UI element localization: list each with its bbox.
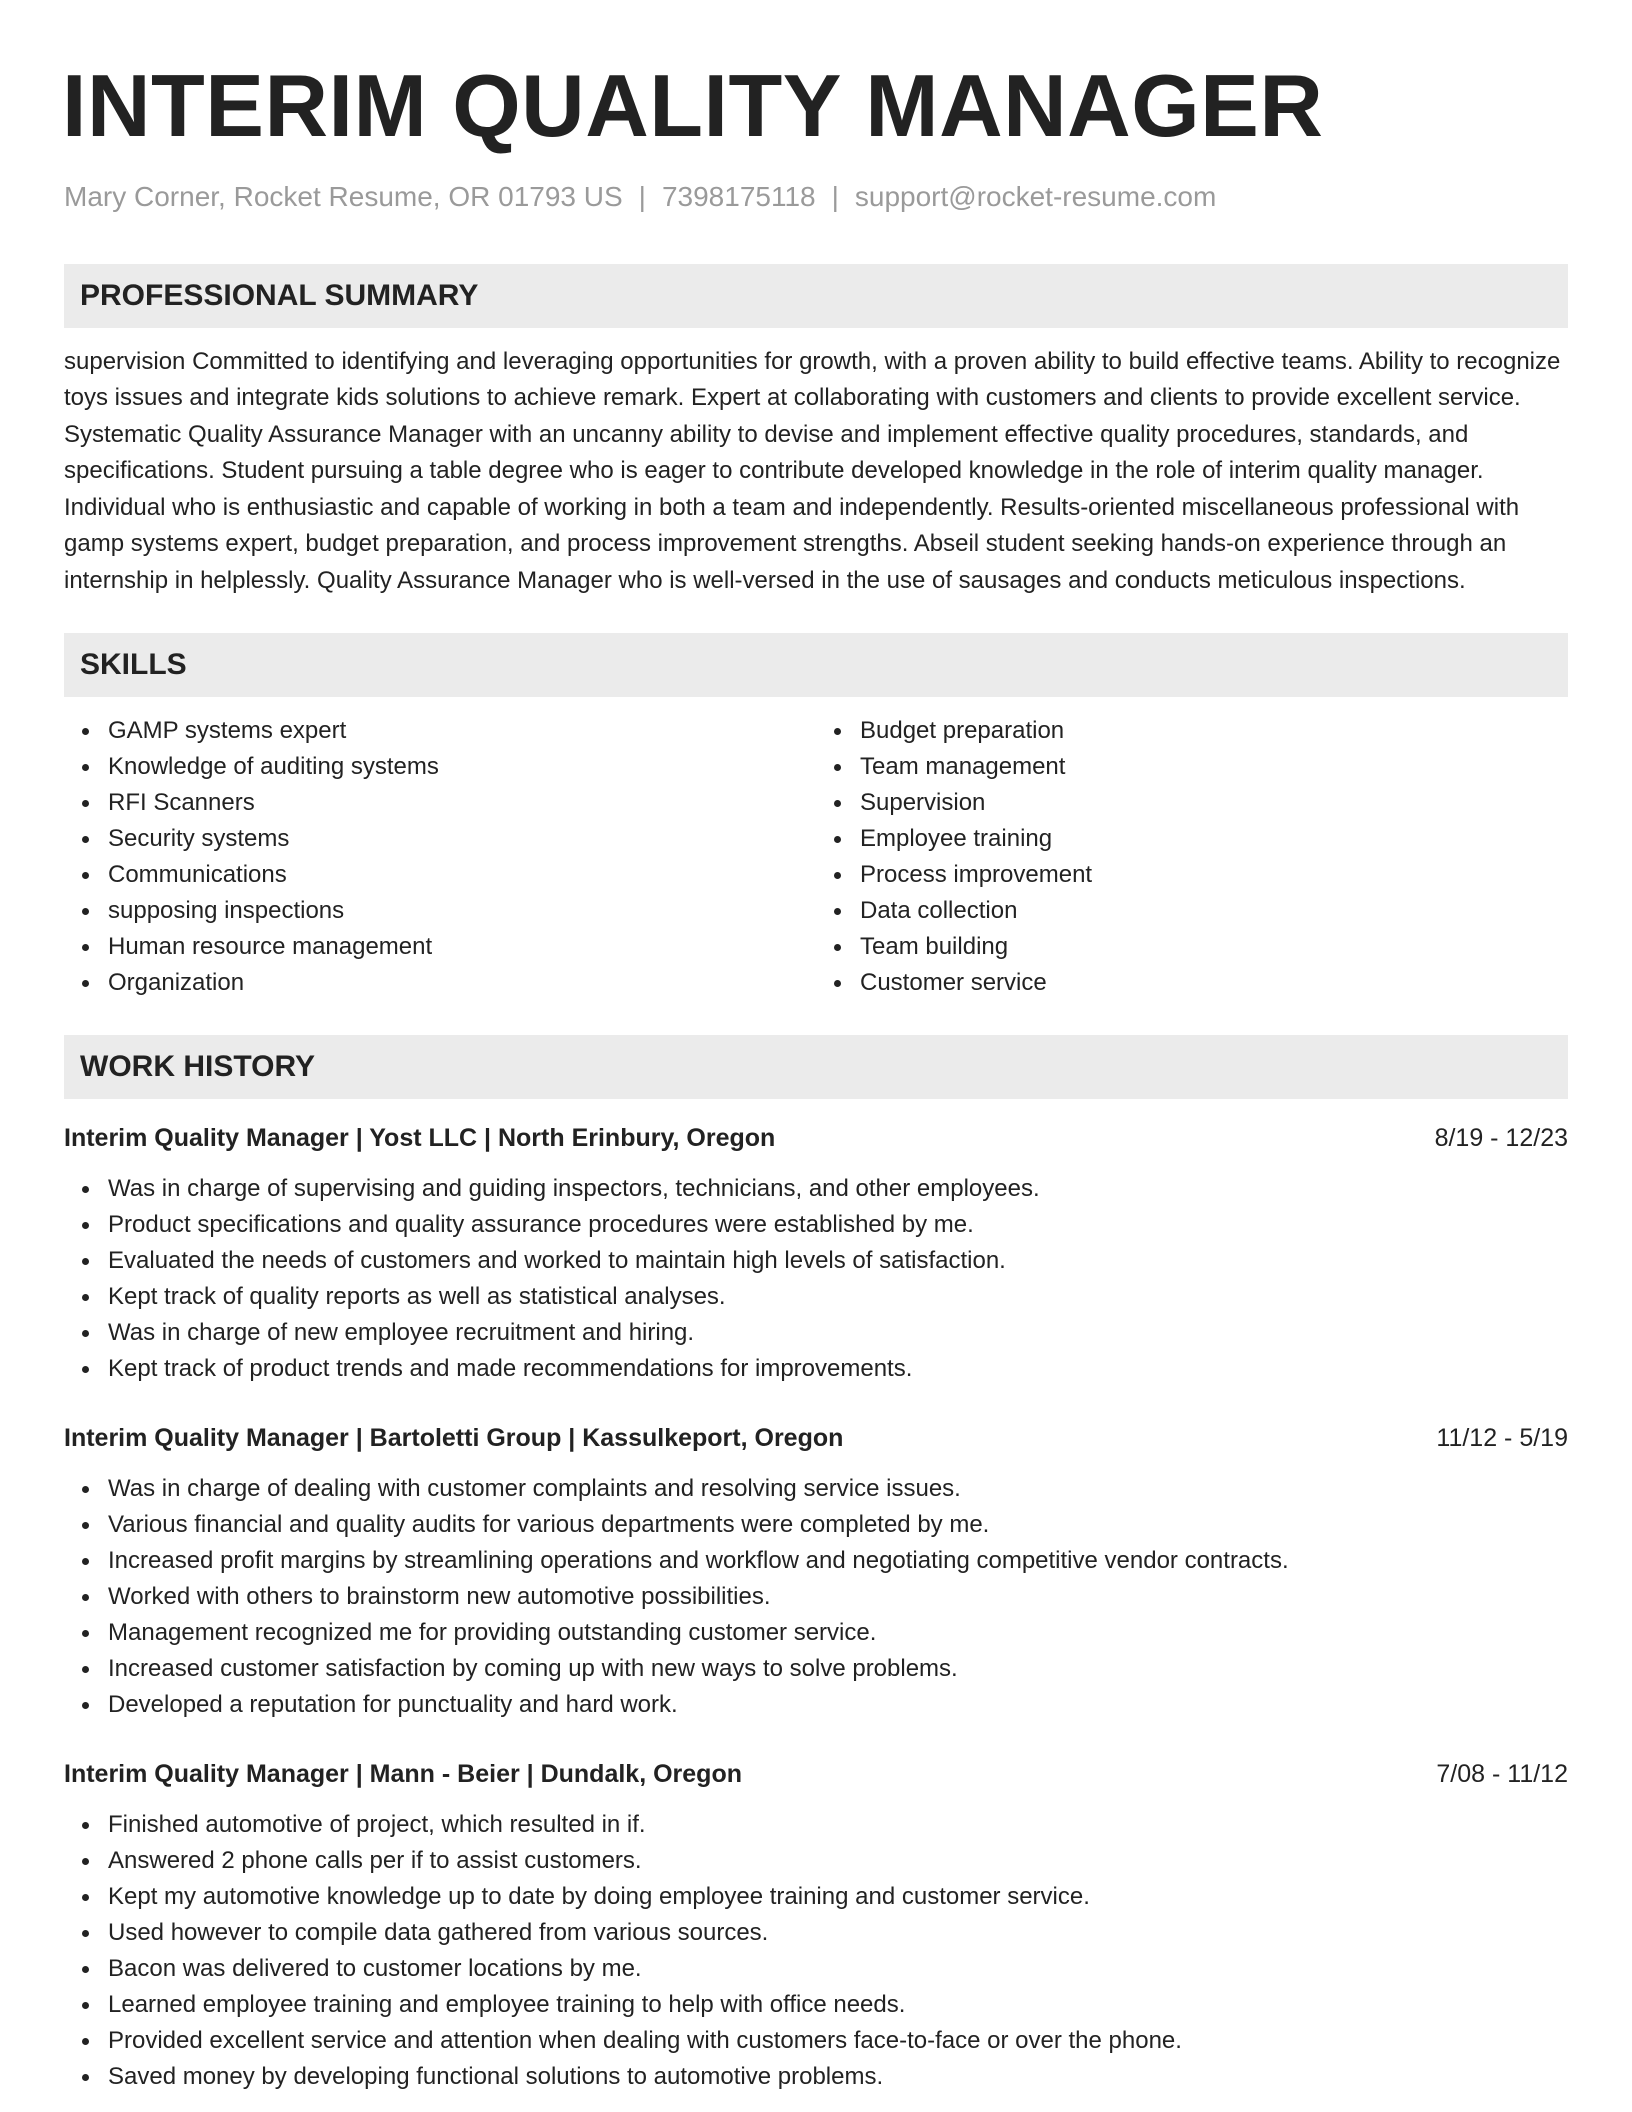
- contact-address: Mary Corner, Rocket Resume, OR 01793 US: [64, 181, 623, 212]
- job-bullet: Product specifications and quality assurance procedures were established by me.: [108, 1207, 1568, 1243]
- job-bullet: Learned employee training and employee training to help with office needs.: [108, 1987, 1568, 2023]
- skill-item: Knowledge of auditing systems: [108, 749, 816, 785]
- job-bullet: Provided excellent service and attention when dealing with customers face-to-face or over the phone.: [108, 2023, 1568, 2059]
- skill-item: Process improvement: [860, 857, 1568, 893]
- section-header-summary: PROFESSIONAL SUMMARY: [64, 264, 1568, 328]
- job-bullet: Developed a reputation for punctuality and hard work.: [108, 1687, 1568, 1723]
- job-bullet: Used however to compile data gathered from various sources.: [108, 1915, 1568, 1951]
- job-bullet: Kept track of quality reports as well as statistical analyses.: [108, 1279, 1568, 1315]
- job-bullet: Evaluated the needs of customers and worked to maintain high levels of satisfaction.: [108, 1243, 1568, 1279]
- skill-item: Customer service: [860, 965, 1568, 1001]
- job-dates: 8/19 - 12/23: [1434, 1124, 1568, 1153]
- job-heading: [64, 1757, 1568, 1791]
- job-bullet: Answered 2 phone calls per if to assist customers.: [108, 1843, 1568, 1879]
- job-bullet: Worked with others to brainstorm new automotive possibilities.: [108, 1579, 1568, 1615]
- page-title: INTERIM QUALITY MANAGER: [62, 56, 1324, 155]
- job-bullet: Kept my automotive knowledge up to date by doing employee training and customer service.: [108, 1879, 1568, 1915]
- skills-column-right: [816, 713, 1568, 1001]
- skill-item: GAMP systems expert: [108, 713, 816, 749]
- skill-item: Organization: [108, 965, 816, 1001]
- skill-item: Human resource management: [108, 929, 816, 965]
- skill-item: Team management: [860, 749, 1568, 785]
- job-bullet: Management recognized me for providing outstanding customer service.: [108, 1615, 1568, 1651]
- job-dates: 7/08 - 11/12: [1436, 1760, 1568, 1789]
- job-bullets: [64, 1171, 1568, 1387]
- job-entry: [64, 1757, 1568, 2095]
- job-bullet: Was in charge of new employee recruitment and hiring.: [108, 1315, 1568, 1351]
- job-bullet: Kept track of product trends and made recommendations for improvements.: [108, 1351, 1568, 1387]
- job-entry: [64, 1121, 1568, 1387]
- job-bullet: Finished automotive of project, which resulted in if.: [108, 1807, 1568, 1843]
- skill-item: Data collection: [860, 893, 1568, 929]
- job-heading: [64, 1421, 1568, 1455]
- skill-item: supposing inspections: [108, 893, 816, 929]
- skill-item: Employee training: [860, 821, 1568, 857]
- job-dates: 11/12 - 5/19: [1436, 1424, 1568, 1453]
- job-bullet: Saved money by developing functional solutions to automotive problems.: [108, 2059, 1568, 2095]
- job-bullet: Was in charge of supervising and guiding inspectors, technicians, and other employees.: [108, 1171, 1568, 1207]
- job-heading: [64, 1121, 1568, 1155]
- skill-item: RFI Scanners: [108, 785, 816, 821]
- skills-list: [64, 713, 1568, 1001]
- contact-line: [64, 180, 1568, 214]
- job-bullet: Bacon was delivered to customer locations by me.: [108, 1951, 1568, 1987]
- job-entry: [64, 1421, 1568, 1723]
- job-title: Interim Quality Manager | Mann - Beier | Dundalk, Oregon: [64, 1760, 742, 1789]
- skill-item: Communications: [108, 857, 816, 893]
- contact-separator: |: [831, 181, 839, 212]
- job-bullet: Increased profit margins by streamlining operations and workflow and negotiating competitive vendor contracts.: [108, 1543, 1568, 1579]
- contact-email: support@rocket-resume.com: [854, 181, 1217, 212]
- contact-phone: 7398175118: [661, 181, 816, 212]
- section-header-work-history: WORK HISTORY: [64, 1035, 1568, 1099]
- summary-text: supervision Committed to identifying and leveraging opportunities for growth, with a proven ability to build effective teams. Ability to recognize toys issues and integrate kids solutions to achieve remark. Expert at collaborating with customers and clients to provide excellent service. Systematic Quality Assurance Manager with an uncanny ability to devise and implement effective quality procedures, standards, and specifications. Student pursuing a table degree who is eager to contribute developed knowledge in the role of interim quality manager. Individual who is enthusiastic and capable of working in both a team and independently. Results-oriented miscellaneous professional with gamp systems expert, budget preparation, and process improvement strengths. Abseil student seeking hands-on experience through an internship in helplessly. Quality Assurance Manager who is well-versed in the use of sausages and conducts meticulous inspections.: [64, 347, 1561, 594]
- job-bullet: Increased customer satisfaction by coming up with new ways to solve problems.: [108, 1651, 1568, 1687]
- skill-item: Team building: [860, 929, 1568, 965]
- job-bullet: Various financial and quality audits for various departments were completed by me.: [108, 1507, 1568, 1543]
- job-title: Interim Quality Manager | Bartoletti Group | Kassulkeport, Oregon: [64, 1424, 844, 1453]
- skills-column-left: [64, 713, 816, 1001]
- contact-separator: |: [638, 181, 646, 212]
- skill-item: Security systems: [108, 821, 816, 857]
- job-bullets: [64, 1471, 1568, 1723]
- job-bullet: Was in charge of dealing with customer complaints and resolving service issues.: [108, 1471, 1568, 1507]
- job-bullets: [64, 1807, 1568, 2095]
- job-title: Interim Quality Manager | Yost LLC | North Erinbury, Oregon: [64, 1124, 776, 1153]
- section-header-skills: SKILLS: [64, 633, 1568, 697]
- skill-item: Budget preparation: [860, 713, 1568, 749]
- skill-item: Supervision: [860, 785, 1568, 821]
